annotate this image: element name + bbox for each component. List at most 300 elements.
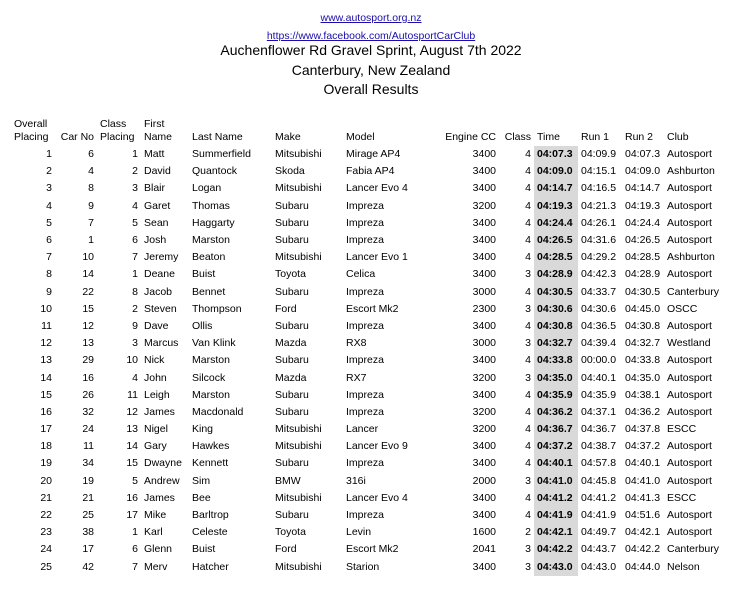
- engine-cc-cell: 3400: [472, 354, 496, 367]
- overall-placing-cell: 23: [40, 526, 52, 539]
- make-cell: Subaru: [275, 405, 309, 418]
- club-cell: ESCC: [667, 491, 697, 504]
- car-no-cell: 14: [82, 268, 94, 281]
- col-model: Model: [346, 131, 375, 143]
- last-name-cell: Hatcher: [192, 560, 229, 573]
- first-name-cell: Nick: [144, 354, 165, 367]
- club-cell: Autosport: [667, 440, 712, 453]
- engine-cc-cell: 3400: [472, 388, 496, 401]
- col-club: Club: [667, 131, 689, 143]
- club-cell: Autosport: [667, 371, 712, 384]
- run-1-cell: 04:09.9: [581, 148, 617, 161]
- engine-cc-cell: 2300: [472, 302, 496, 315]
- club-cell: Autosport: [667, 474, 712, 487]
- car-no-cell: 25: [82, 509, 94, 522]
- club-cell: Autosport: [667, 526, 712, 539]
- overall-placing-cell: 22: [40, 509, 52, 522]
- first-name-cell: Merv: [144, 560, 168, 573]
- last-name-cell: Ollis: [192, 319, 213, 332]
- engine-cc-cell: 3400: [472, 440, 496, 453]
- time-cell: 04:32.7: [534, 335, 578, 352]
- last-name-cell: Buist: [192, 268, 216, 281]
- model-cell: Impreza: [346, 354, 384, 367]
- first-name-cell: Mike: [144, 509, 167, 522]
- class-cell: 3: [525, 337, 531, 350]
- class-cell: 4: [525, 509, 531, 522]
- last-name-cell: Buist: [192, 543, 216, 556]
- make-cell: Mitsubishi: [275, 423, 322, 436]
- class-cell: 4: [525, 405, 531, 418]
- run-1-cell: 04:35.9: [581, 388, 617, 401]
- make-cell: Mitsubishi: [275, 560, 322, 573]
- engine-cc-cell: 3200: [472, 405, 496, 418]
- make-cell: Mitsubishi: [275, 440, 322, 453]
- class-placing-cell: 6: [132, 543, 138, 556]
- first-name-cell: Garet: [144, 199, 171, 212]
- time-cell: 04:14.7: [534, 180, 578, 197]
- overall-placing-cell: 25: [40, 560, 52, 573]
- engine-cc-cell: 3200: [472, 423, 496, 436]
- run-1-cell: 04:21.3: [581, 199, 617, 212]
- make-cell: Mazda: [275, 337, 307, 350]
- first-name-cell: Leigh: [144, 388, 170, 401]
- model-cell: Impreza: [346, 216, 384, 229]
- first-name-cell: Glenn: [144, 543, 173, 556]
- model-cell: 316i: [346, 474, 366, 487]
- last-name-cell: Thompson: [192, 302, 242, 315]
- model-cell: Lancer Evo 4: [346, 182, 408, 195]
- model-cell: Levin: [346, 526, 372, 539]
- car-no-cell: 7: [88, 216, 94, 229]
- overall-placing-cell: 10: [40, 302, 52, 315]
- run-1-cell: 04:41.2: [581, 491, 617, 504]
- run-1-cell: 04:36.5: [581, 319, 617, 332]
- club-cell: Autosport: [667, 509, 712, 522]
- model-cell: Impreza: [346, 199, 384, 212]
- run-2-cell: 04:37.2: [625, 440, 661, 453]
- make-cell: Subaru: [275, 199, 309, 212]
- run-2-cell: 04:41.0: [625, 474, 661, 487]
- overall-placing-cell: 5: [46, 216, 52, 229]
- run-1-cell: 04:42.3: [581, 268, 617, 281]
- overall-placing-cell: 20: [40, 474, 52, 487]
- header-row: [11, 118, 734, 146]
- car-no-cell: 24: [82, 423, 94, 436]
- time-cell: 04:19.3: [534, 198, 578, 215]
- make-cell: Mitsubishi: [275, 251, 322, 264]
- model-cell: RX7: [346, 371, 367, 384]
- engine-cc-cell: 3400: [472, 509, 496, 522]
- last-name-cell: Bee: [192, 491, 211, 504]
- website-link-text[interactable]: www.autosport.org.nz: [320, 12, 422, 24]
- run-1-cell: 04:45.8: [581, 474, 617, 487]
- club-cell: Westland: [667, 337, 711, 350]
- car-no-cell: 9: [88, 199, 94, 212]
- make-cell: BMW: [275, 474, 301, 487]
- last-name-cell: Beaton: [192, 251, 226, 264]
- car-no-cell: 26: [82, 388, 94, 401]
- engine-cc-cell: 3200: [472, 371, 496, 384]
- car-no-cell: 12: [82, 319, 94, 332]
- overall-placing-cell: 15: [40, 388, 52, 401]
- model-cell: Escort Mk2: [346, 302, 399, 315]
- table-row: [11, 249, 734, 266]
- class-placing-cell: 3: [132, 337, 138, 350]
- class-cell: 4: [525, 491, 531, 504]
- run-2-cell: 04:35.0: [625, 371, 661, 384]
- run-1-cell: 04:43.0: [581, 560, 617, 573]
- make-cell: Subaru: [275, 388, 309, 401]
- table-row: [11, 369, 734, 386]
- last-name-cell: Celeste: [192, 526, 228, 539]
- club-cell: Ashburton: [667, 165, 715, 178]
- run-2-cell: 04:51.6: [625, 509, 661, 522]
- first-name-cell: James: [144, 405, 175, 418]
- car-no-cell: 4: [88, 165, 94, 178]
- run-2-cell: 04:45.0: [625, 302, 661, 315]
- time-cell: 04:41.9: [534, 507, 578, 524]
- club-cell: Ashburton: [667, 251, 715, 264]
- club-cell: Autosport: [667, 388, 712, 401]
- col-first-name: First Name: [144, 118, 173, 143]
- results-heading: Overall Results: [323, 81, 419, 97]
- model-cell: Impreza: [346, 285, 384, 298]
- first-name-cell: James: [144, 491, 175, 504]
- run-2-cell: 04:28.9: [625, 268, 661, 281]
- overall-placing-cell: 8: [46, 268, 52, 281]
- engine-cc-cell: 3400: [472, 216, 496, 229]
- last-name-cell: Quantock: [192, 165, 237, 178]
- club-cell: Autosport: [667, 234, 712, 247]
- first-name-cell: Deane: [144, 268, 175, 281]
- class-placing-cell: 12: [126, 405, 138, 418]
- club-cell: Autosport: [667, 199, 712, 212]
- make-cell: Toyota: [275, 268, 306, 281]
- run-2-cell: 04:24.4: [625, 216, 661, 229]
- facebook-link-text[interactable]: https://www.facebook.com/AutosportCarClub: [266, 30, 476, 42]
- make-cell: Subaru: [275, 216, 309, 229]
- engine-cc-cell: 3000: [472, 285, 496, 298]
- class-cell: 3: [525, 543, 531, 556]
- overall-placing-cell: 2: [46, 165, 52, 178]
- time-cell: 04:28.5: [534, 249, 578, 266]
- club-cell: OSCC: [667, 302, 698, 315]
- make-cell: Mitsubishi: [275, 148, 322, 161]
- car-no-cell: 32: [82, 405, 94, 418]
- first-name-cell: Marcus: [144, 337, 179, 350]
- class-placing-cell: 13: [126, 423, 138, 436]
- make-cell: Toyota: [275, 526, 306, 539]
- model-cell: RX8: [346, 337, 367, 350]
- class-cell: 3: [525, 560, 531, 573]
- col-time: Time: [537, 131, 560, 143]
- first-name-cell: John: [144, 371, 167, 384]
- class-placing-cell: 1: [132, 268, 138, 281]
- class-placing-cell: 1: [132, 526, 138, 539]
- run-2-cell: 04:30.8: [625, 319, 661, 332]
- make-cell: Subaru: [275, 319, 309, 332]
- model-cell: Impreza: [346, 457, 384, 470]
- make-cell: Subaru: [275, 509, 309, 522]
- class-placing-cell: 11: [127, 388, 138, 401]
- car-no-cell: 34: [82, 457, 94, 470]
- first-name-cell: Dave: [144, 319, 169, 332]
- run-2-cell: 04:33.8: [625, 354, 661, 367]
- make-cell: Ford: [275, 543, 297, 556]
- model-cell: Impreza: [346, 405, 384, 418]
- class-cell: 3: [525, 302, 531, 315]
- run-1-cell: 04:29.2: [581, 251, 617, 264]
- car-no-cell: 1: [88, 234, 94, 247]
- first-name-cell: Nigel: [144, 423, 168, 436]
- make-cell: Subaru: [275, 234, 309, 247]
- col-car-no: Car No: [60, 131, 94, 143]
- class-cell: 4: [525, 354, 531, 367]
- club-cell: Canterbury: [667, 543, 719, 556]
- make-cell: Ford: [275, 302, 297, 315]
- run-2-cell: 04:14.7: [625, 182, 661, 195]
- club-cell: Autosport: [667, 268, 712, 281]
- time-cell: 04:42.1: [534, 524, 578, 541]
- table-row: [11, 507, 734, 524]
- class-placing-cell: 3: [132, 182, 138, 195]
- club-cell: Autosport: [667, 405, 712, 418]
- engine-cc-cell: 3400: [472, 319, 496, 332]
- engine-cc-cell: 3400: [472, 251, 496, 264]
- class-cell: 3: [525, 268, 531, 281]
- last-name-cell: Marston: [192, 234, 230, 247]
- col-run-1: Run 1: [581, 131, 610, 143]
- class-placing-cell: 10: [126, 354, 138, 367]
- class-placing-cell: 4: [132, 199, 138, 212]
- run-2-cell: 04:42.2: [625, 543, 661, 556]
- run-1-cell: 00:00.0: [581, 354, 617, 367]
- overall-placing-cell: 16: [40, 405, 52, 418]
- class-cell: 4: [525, 457, 531, 470]
- class-placing-cell: 8: [132, 285, 138, 298]
- model-cell: Lancer: [346, 423, 379, 436]
- class-cell: 4: [525, 251, 531, 264]
- first-name-cell: Jacob: [144, 285, 173, 298]
- time-cell: 04:41.0: [534, 473, 578, 490]
- class-placing-cell: 5: [132, 216, 138, 229]
- model-cell: Lancer Evo 1: [346, 251, 408, 264]
- class-placing-cell: 17: [126, 509, 138, 522]
- table-row: [11, 266, 734, 283]
- overall-placing-cell: 14: [40, 371, 52, 384]
- table-row: [11, 352, 734, 369]
- last-name-cell: Sim: [192, 474, 211, 487]
- time-cell: 04:33.8: [534, 352, 578, 369]
- car-no-cell: 29: [82, 354, 94, 367]
- table-row: [11, 404, 734, 421]
- class-cell: 4: [525, 216, 531, 229]
- overall-placing-cell: 13: [40, 354, 52, 367]
- model-cell: Impreza: [346, 319, 384, 332]
- model-cell: Mirage AP4: [346, 148, 401, 161]
- last-name-cell: Barltrop: [192, 509, 229, 522]
- run-2-cell: 04:41.3: [625, 491, 661, 504]
- class-placing-cell: 9: [132, 319, 138, 332]
- table-row: [11, 163, 734, 180]
- col-last-name: Last Name: [192, 131, 243, 143]
- time-cell: 04:24.4: [534, 215, 578, 232]
- last-name-cell: Haggarty: [192, 216, 235, 229]
- table-row: [11, 215, 734, 232]
- run-2-cell: 04:40.1: [625, 457, 661, 470]
- class-cell: 4: [525, 165, 531, 178]
- engine-cc-cell: 3400: [472, 560, 496, 573]
- time-cell: 04:26.5: [534, 232, 578, 249]
- club-cell: Autosport: [667, 457, 712, 470]
- model-cell: Escort Mk2: [346, 543, 399, 556]
- time-cell: 04:30.6: [534, 301, 578, 318]
- last-name-cell: Silcock: [192, 371, 226, 384]
- class-placing-cell: 16: [126, 491, 138, 504]
- website-link[interactable]: [0, 8, 742, 26]
- engine-cc-cell: 3400: [472, 165, 496, 178]
- class-cell: 4: [525, 199, 531, 212]
- overall-placing-cell: 18: [40, 440, 52, 453]
- club-cell: Nelson: [667, 560, 700, 573]
- run-2-cell: 04:42.1: [625, 526, 661, 539]
- club-cell: Autosport: [667, 148, 712, 161]
- first-name-cell: David: [144, 165, 171, 178]
- event-title: Auchenflower Rd Gravel Sprint, August 7th 2022: [220, 42, 522, 58]
- overall-placing-cell: 7: [46, 251, 52, 264]
- overall-placing-cell: 9: [46, 285, 52, 298]
- make-cell: Mazda: [275, 371, 307, 384]
- run-1-cell: 04:36.7: [581, 423, 617, 436]
- engine-cc-cell: 2000: [472, 474, 496, 487]
- car-no-cell: 13: [82, 337, 94, 350]
- last-name-cell: Bennet: [192, 285, 226, 298]
- class-placing-cell: 5: [132, 474, 138, 487]
- car-no-cell: 11: [83, 440, 94, 453]
- first-name-cell: Dwayne: [144, 457, 182, 470]
- engine-cc-cell: 3400: [472, 148, 496, 161]
- run-1-cell: 04:26.1: [581, 216, 617, 229]
- last-name-cell: Thomas: [192, 199, 230, 212]
- time-cell: 04:35.0: [534, 369, 578, 386]
- run-1-cell: 04:57.8: [581, 457, 617, 470]
- car-no-cell: 15: [82, 302, 94, 315]
- first-name-cell: Sean: [144, 216, 169, 229]
- class-cell: 4: [525, 148, 531, 161]
- class-placing-cell: 7: [132, 251, 138, 264]
- run-2-cell: 04:32.7: [625, 337, 661, 350]
- model-cell: Impreza: [346, 388, 384, 401]
- run-1-cell: 04:30.6: [581, 302, 617, 315]
- class-cell: 4: [525, 234, 531, 247]
- model-cell: Fabia AP4: [346, 165, 395, 178]
- last-name-cell: Marston: [192, 388, 230, 401]
- time-cell: 04:41.2: [534, 490, 578, 507]
- club-cell: ESCC: [667, 423, 697, 436]
- class-placing-cell: 14: [126, 440, 138, 453]
- time-cell: 04:35.9: [534, 387, 578, 404]
- model-cell: Lancer Evo 4: [346, 491, 408, 504]
- col-run-2: Run 2: [625, 131, 654, 143]
- table-row: [11, 146, 734, 163]
- first-name-cell: Steven: [144, 302, 177, 315]
- class-cell: 3: [525, 371, 531, 384]
- class-cell: 4: [525, 319, 531, 332]
- first-name-cell: Karl: [144, 526, 163, 539]
- last-name-cell: Summerfield: [192, 148, 251, 161]
- run-2-cell: 04:07.3: [625, 148, 661, 161]
- car-no-cell: 6: [88, 148, 94, 161]
- overall-placing-cell: 6: [46, 234, 52, 247]
- run-1-cell: 04:39.4: [581, 337, 617, 350]
- col-class: Class: [504, 131, 531, 143]
- time-cell: 04:42.2: [534, 541, 578, 558]
- first-name-cell: Matt: [144, 148, 165, 161]
- table-row: [11, 455, 734, 472]
- run-1-cell: 04:40.1: [581, 371, 617, 384]
- time-cell: 04:37.2: [534, 438, 578, 455]
- table-row: [11, 232, 734, 249]
- table-row: [11, 421, 734, 438]
- last-name-cell: Macdonald: [192, 405, 244, 418]
- last-name-cell: King: [192, 423, 214, 436]
- overall-placing-cell: 4: [46, 199, 52, 212]
- car-no-cell: 38: [82, 526, 94, 539]
- class-cell: 4: [525, 388, 531, 401]
- col-engine-cc: Engine CC: [445, 131, 496, 143]
- time-cell: 04:28.9: [534, 266, 578, 283]
- run-2-cell: 04:28.5: [625, 251, 661, 264]
- class-placing-cell: 2: [132, 165, 138, 178]
- engine-cc-cell: 2041: [472, 543, 496, 556]
- class-cell: 3: [525, 474, 531, 487]
- first-name-cell: Gary: [144, 440, 167, 453]
- make-cell: Subaru: [275, 285, 309, 298]
- overall-placing-cell: 1: [46, 148, 52, 161]
- table-row: [11, 284, 734, 301]
- col-class-placing: Class Placing: [100, 118, 135, 143]
- overall-placing-cell: 3: [46, 182, 52, 195]
- engine-cc-cell: 3400: [472, 491, 496, 504]
- run-2-cell: 04:19.3: [625, 199, 661, 212]
- run-1-cell: 04:37.1: [581, 405, 617, 418]
- club-cell: Canterbury: [667, 285, 719, 298]
- run-2-cell: 04:37.8: [625, 423, 661, 436]
- overall-placing-cell: 17: [40, 423, 52, 436]
- table-row: [11, 335, 734, 352]
- time-cell: 04:30.8: [534, 318, 578, 335]
- time-cell: 04:36.2: [534, 404, 578, 421]
- class-cell: 4: [525, 440, 531, 453]
- car-no-cell: 10: [82, 251, 94, 264]
- class-placing-cell: 4: [132, 371, 138, 384]
- table-row: [11, 559, 734, 576]
- run-1-cell: 04:43.7: [581, 543, 617, 556]
- car-no-cell: 42: [82, 560, 94, 573]
- run-1-cell: 04:49.7: [581, 526, 617, 539]
- car-no-cell: 19: [82, 474, 94, 487]
- run-2-cell: 04:30.5: [625, 285, 661, 298]
- run-2-cell: 04:09.0: [625, 165, 661, 178]
- first-name-cell: Andrew: [144, 474, 180, 487]
- time-cell: 04:09.0: [534, 163, 578, 180]
- engine-cc-cell: 1600: [472, 526, 496, 539]
- overall-placing-cell: 19: [40, 457, 52, 470]
- table-row: [11, 524, 734, 541]
- table-row: [11, 198, 734, 215]
- class-cell: 4: [525, 182, 531, 195]
- table-row: [11, 387, 734, 404]
